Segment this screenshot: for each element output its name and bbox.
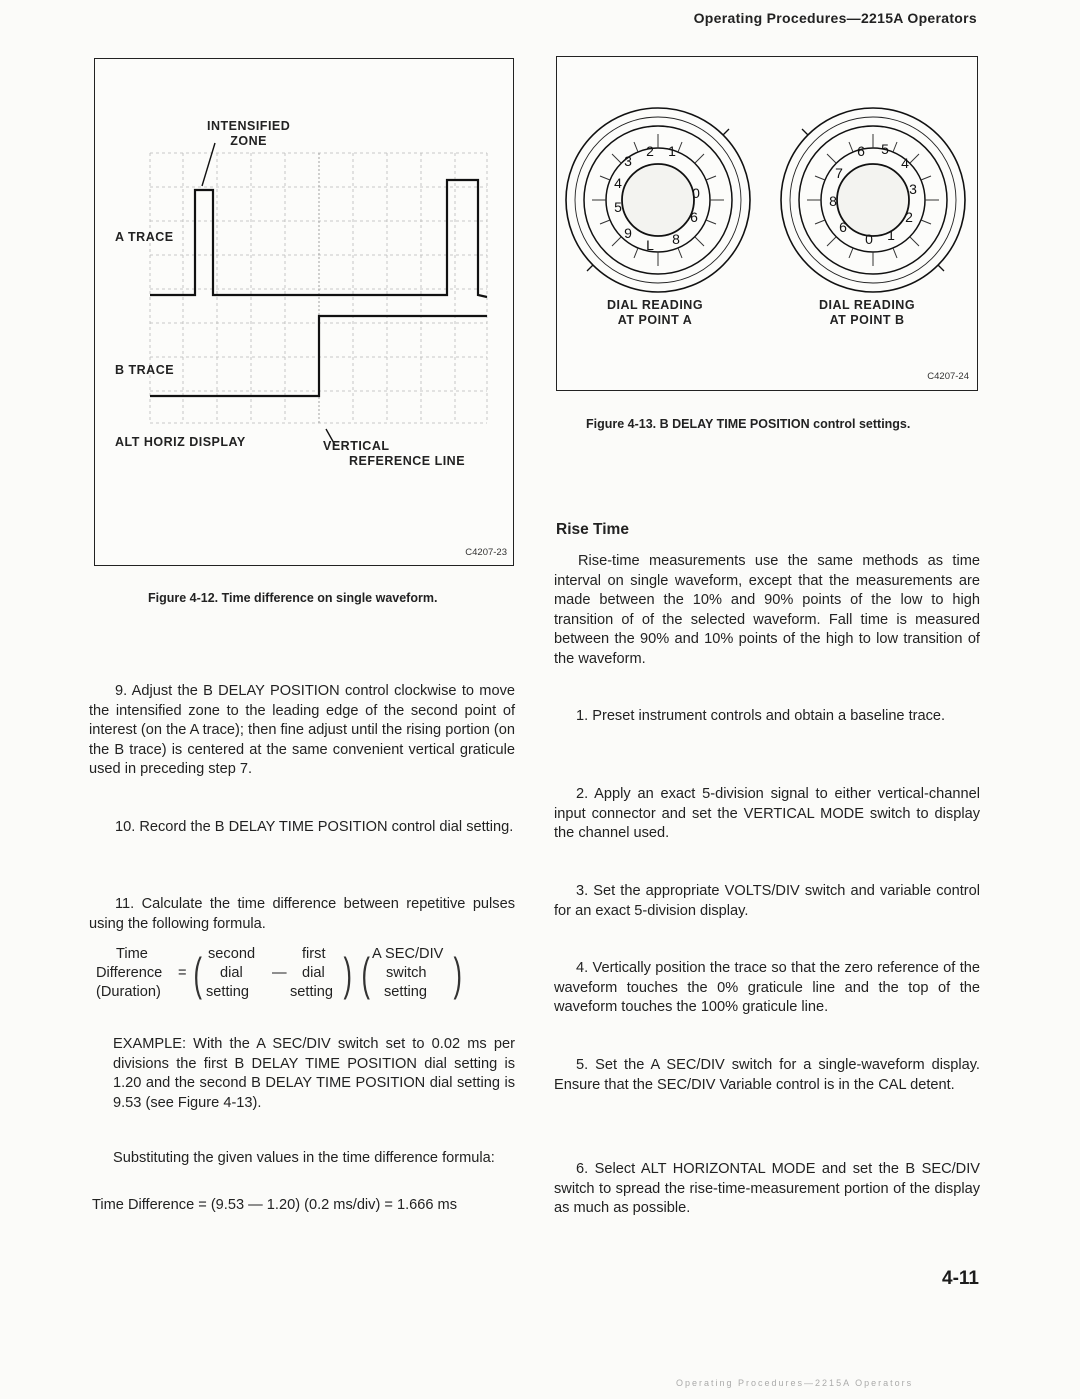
svg-text:8: 8 xyxy=(829,193,837,209)
formula-equals: = xyxy=(178,965,187,981)
paren-open-1: ( xyxy=(193,948,202,1000)
rise-step-5: 5. Set the A SEC/DIV switch for a single-waveform display. Ensure that the SEC/DIV Variable control is in the CAL detent. xyxy=(554,1057,980,1093)
a-trace-label: A TRACE xyxy=(115,230,174,244)
formula-secdiv-2: switch xyxy=(386,965,427,981)
formula-secdiv-1: A SEC/DIV xyxy=(372,946,444,962)
rise-step-1: 1. Preset instrument controls and obtain a baseline trace. xyxy=(576,708,946,724)
figure-4-13-frame xyxy=(556,56,978,391)
rise-step-3: 3. Set the appropriate VOLTS/DIV switch and variable control for an exact 5-division display. xyxy=(554,883,980,919)
formula-lhs-duration: (Duration) xyxy=(96,984,161,1000)
figure-4-13-code: C4207-24 xyxy=(927,371,969,382)
dial-a-label: DIAL READING AT POINT A xyxy=(607,298,704,327)
svg-text:1: 1 xyxy=(887,227,895,243)
svg-text:6: 6 xyxy=(839,219,847,235)
page-number: 4-11 xyxy=(942,1268,979,1289)
svg-text:L: L xyxy=(646,237,654,253)
rise-step-6: 6. Select ALT HORIZONTAL MODE and set the B SEC/DIV switch to spread the rise-time-measurement portion of the display as much as possible. xyxy=(554,1161,980,1217)
svg-text:4: 4 xyxy=(901,155,909,171)
svg-text:3: 3 xyxy=(909,181,917,197)
running-header: Operating Procedures—2215A Operators xyxy=(693,10,977,26)
formula-lhs-difference: Difference xyxy=(96,965,163,981)
intensified-zone-label: INTENSIFIED ZONE xyxy=(207,119,291,148)
svg-text:5: 5 xyxy=(881,141,889,157)
vertical-reference-label: VERTICAL REFERENCE LINE xyxy=(323,439,466,468)
rise-time-intro: Rise-time measurements use the same methods as time interval on single waveform, except that the measurements are made between the 10% and 90% points of the low to high transition of of the selected waveform. Fall time is measured between the 90% and 10% points of the high to low transition of the waveform. xyxy=(554,553,980,667)
svg-text:4: 4 xyxy=(614,175,622,191)
rise-time-heading: Rise Time xyxy=(556,521,629,538)
rise-step-2: 2. Apply an exact 5-division signal to either vertical-channel input connector and set the VERTICAL MODE switch to display the channel used. xyxy=(554,786,980,842)
svg-text:9: 9 xyxy=(624,225,632,241)
paren-close-2: ) xyxy=(453,948,462,1000)
formula-second-2: dial xyxy=(220,965,243,981)
svg-text:8: 8 xyxy=(672,231,680,247)
svg-text:7: 7 xyxy=(835,165,843,181)
figure-4-12-caption: Figure 4-12. Time difference on single waveform. xyxy=(148,591,438,605)
formula-second-1: second xyxy=(208,946,256,962)
dial-b-label: DIAL READING AT POINT B xyxy=(819,298,916,327)
formula-lhs-time: Time xyxy=(116,946,148,962)
b-trace-label: B TRACE xyxy=(115,363,175,377)
svg-text:0: 0 xyxy=(692,185,700,201)
step-9-paragraph: 9. Adjust the B DELAY POSITION control clockwise to move the intensified zone to the leading edge of the second point of interest (on the A trace); then fine adjust until the rising portion (on the B trace) is centered at the same convenient vertical graticule used in preceding step 7. xyxy=(89,683,515,778)
formula-secdiv-3: setting xyxy=(384,984,427,1000)
formula-second-3: setting xyxy=(206,984,249,1000)
svg-text:6: 6 xyxy=(857,143,865,159)
svg-text:2: 2 xyxy=(646,143,654,159)
bottom-running-title: Operating Procedures—2215A Operators xyxy=(676,1378,914,1388)
paren-open-2: ( xyxy=(361,948,370,1000)
formula-first-3: setting xyxy=(290,984,333,1000)
formula-first-1: first xyxy=(302,946,326,962)
time-difference-formula xyxy=(96,944,516,1008)
figure-4-13-caption: Figure 4-13. B DELAY TIME POSITION control settings. xyxy=(586,417,911,431)
step-10-paragraph: 10. Record the B DELAY TIME POSITION control dial setting. xyxy=(115,819,514,835)
svg-text:3: 3 xyxy=(624,153,632,169)
svg-text:1: 1 xyxy=(668,143,676,159)
paren-close-1: ) xyxy=(343,948,352,1000)
substituting-paragraph: Substituting the given values in the time difference formula: xyxy=(113,1150,495,1166)
formula-minus: — xyxy=(272,965,287,981)
alt-horiz-display-label: ALT HORIZ DISPLAY xyxy=(115,435,246,449)
waveform-graticule-diagram xyxy=(95,59,513,565)
svg-text:5: 5 xyxy=(614,199,622,215)
svg-text:2: 2 xyxy=(905,209,913,225)
result-line: Time Difference = (9.53 — 1.20) (0.2 ms/div) = 1.666 ms xyxy=(92,1197,457,1213)
figure-4-12-frame xyxy=(94,58,514,566)
delay-dials-diagram xyxy=(557,57,977,390)
step-11-paragraph: 11. Calculate the time difference between repetitive pulses using the following formula. xyxy=(89,896,515,932)
svg-text:0: 0 xyxy=(865,231,873,247)
example-paragraph: EXAMPLE: With the A SEC/DIV switch set to 0.02 ms per divisions the first B DELAY TIME POSITION dial setting is 1.20 and the second B DELAY TIME POSITION dial setting is 9.53 (see Figure 4-13). xyxy=(113,1036,515,1111)
figure-4-12-code: C4207-23 xyxy=(465,547,507,558)
formula-first-2: dial xyxy=(302,965,325,981)
rise-step-4: 4. Vertically position the trace so that the zero reference of the waveform touches the 0% graticule line and the top of the waveform touches the 100% graticule line. xyxy=(554,960,980,1016)
svg-text:6: 6 xyxy=(690,209,698,225)
